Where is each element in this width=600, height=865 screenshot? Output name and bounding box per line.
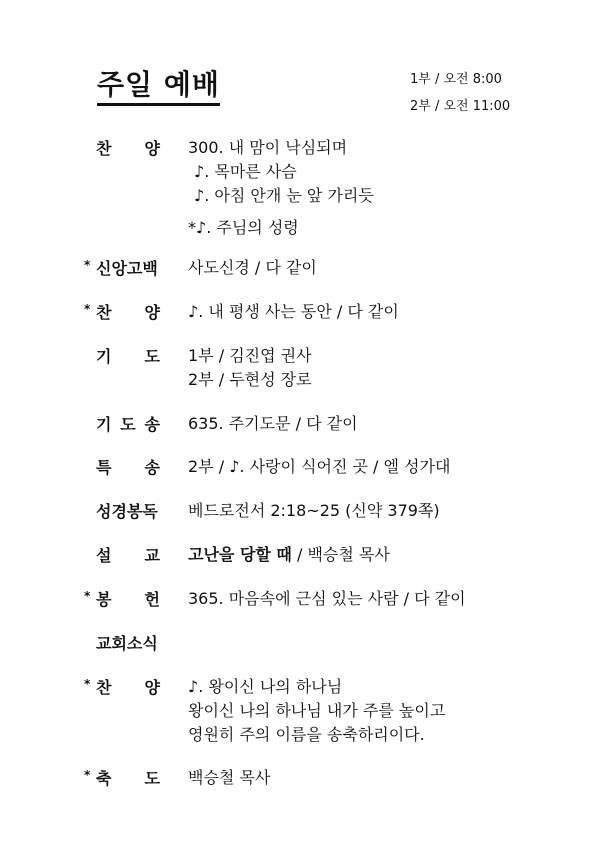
order-content: 1부 / 김진엽 권사 2부 / 두현성 장로 (188, 346, 312, 389)
service-time-2: 2부 / 오전 11:00 (410, 99, 511, 114)
order-content: 사도신경 / 다 같이 (188, 258, 317, 277)
order-content: ♪. 왕이신 나의 하나님 왕이신 나의 하나님 내가 주를 높이고 영원히 주의 이름을 송축하리이다. (188, 677, 446, 744)
order-content: 2부 / ♪. 사랑이 식어진 곳 / 엘 성가대 (188, 457, 451, 476)
preacher: / 백승철 목사 (291, 545, 390, 564)
order-content: ♪. 내 평생 사는 동안 / 다 같이 (188, 302, 399, 321)
order-content: 베드로전서 2:18~25 (신약 379쪽) (188, 501, 440, 520)
order-content: 365. 마음속에 근심 있는 사람 / 다 같이 (188, 589, 466, 608)
order-content: 300. 내 맘이 낙심되며 ♪. 목마른 사슴 ♪. 아침 안개 눈 앞 가리듯 *♪. 주님의 성령 (188, 138, 374, 237)
service-time-1: 1부 / 오전 8:00 (410, 72, 502, 87)
sermon-title: 고난을 당할 때 (188, 545, 292, 564)
page-title: 주일 예배 (97, 68, 220, 106)
order-content: 백승철 목사 (188, 768, 271, 787)
order-content: 635. 주기도문 / 다 같이 (188, 414, 358, 433)
service-times (410, 66, 510, 120)
order-content (188, 543, 390, 567)
